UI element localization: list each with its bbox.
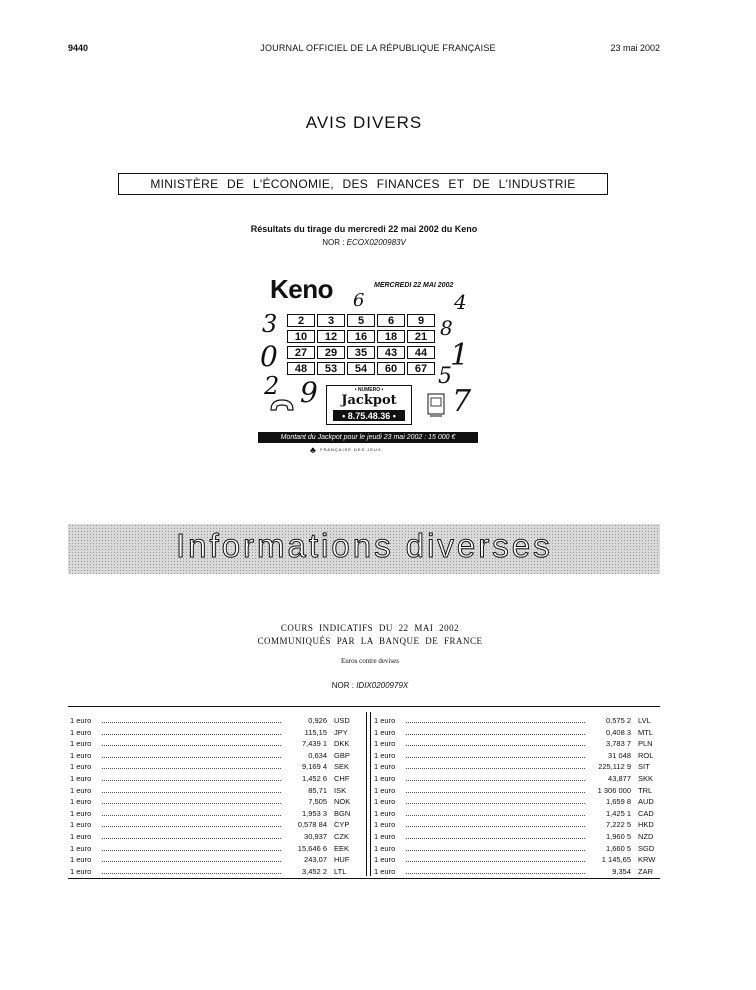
rate-unit: 1 euro xyxy=(374,855,396,865)
keno-number-grid xyxy=(287,314,437,375)
keno-number-cell: 35 xyxy=(347,346,375,359)
leader-dots xyxy=(102,850,281,851)
ministry-label: MINISTÈRE DE L'ÉCONOMIE, DES FINANCES ET DE L'INDUSTRIE xyxy=(150,177,576,191)
leader-dots xyxy=(102,745,281,746)
rate-unit: 1 euro xyxy=(70,785,92,795)
rate-unit: 1 euro xyxy=(374,808,396,818)
leader-dots xyxy=(406,780,585,781)
jackpot-amount-banner: Montant du Jackpot pour le jeudi 23 mai 2002 : 15 000 € xyxy=(258,432,478,443)
keno-number-cell: 67 xyxy=(407,362,435,375)
rates-table-right xyxy=(374,716,666,878)
rate-value: 1,953 3 xyxy=(301,808,327,818)
keno-nor xyxy=(0,238,728,247)
keno-number-cell: 6 xyxy=(377,314,405,327)
rate-value: 1 145,65 xyxy=(601,855,631,865)
keno-number-cell: 53 xyxy=(317,362,345,375)
keno-ticket-image xyxy=(258,268,478,458)
table-row xyxy=(374,820,666,832)
currency-code: PLN xyxy=(638,739,653,749)
rate-unit: 1 euro xyxy=(70,750,92,760)
rate-unit: 1 euro xyxy=(70,820,92,830)
column-separator xyxy=(366,712,371,876)
leader-dots xyxy=(406,873,585,874)
jackpot-label: • NUMERO • xyxy=(354,387,384,393)
terminal-icon xyxy=(426,392,446,418)
rate-unit: 1 euro xyxy=(70,716,92,725)
rate-unit: 1 euro xyxy=(374,762,396,772)
table-bottom-rule xyxy=(68,878,660,879)
rates-table-left xyxy=(70,716,362,878)
table-row xyxy=(374,844,666,856)
rate-unit: 1 euro xyxy=(374,773,396,783)
table-row xyxy=(70,867,362,879)
leader-dots xyxy=(406,734,585,735)
rate-value: 7,439 1 xyxy=(301,739,327,749)
leader-dots xyxy=(102,768,281,769)
cours-subtitle: Euros contre devises xyxy=(341,657,399,665)
handwritten-mark: 6 xyxy=(353,290,365,311)
keno-number-cell: 54 xyxy=(347,362,375,375)
table-row xyxy=(374,809,666,821)
leader-dots xyxy=(102,722,281,723)
currency-code: NZD xyxy=(638,831,654,841)
keno-number-cell: 48 xyxy=(287,362,315,375)
rate-value: 1,425 1 xyxy=(605,808,631,818)
leader-dots xyxy=(406,722,585,723)
phone-icon xyxy=(268,396,296,416)
rate-unit: 1 euro xyxy=(70,855,92,865)
rate-value: 43,877 xyxy=(608,773,631,783)
table-top-rule xyxy=(68,706,660,707)
rate-unit: 1 euro xyxy=(374,750,396,760)
rate-value: 0,575 2 xyxy=(605,716,631,725)
rate-value: 3,783 7 xyxy=(605,739,631,749)
keno-number-cell: 21 xyxy=(407,330,435,343)
currency-code: CYP xyxy=(334,820,350,830)
keno-number-cell: 18 xyxy=(377,330,405,343)
rate-value: 85,71 xyxy=(308,785,327,795)
leader-dots xyxy=(102,780,281,781)
rate-unit: 1 euro xyxy=(374,785,396,795)
currency-code: AUD xyxy=(638,797,654,807)
currency-code: ZAR xyxy=(638,866,653,876)
handwritten-mark: 4 xyxy=(454,290,467,314)
handwritten-mark: 2 xyxy=(264,372,280,400)
leader-dots xyxy=(102,792,281,793)
section-title: AVIS DIVERS xyxy=(305,113,423,132)
leader-dots xyxy=(102,803,281,804)
rate-unit: 1 euro xyxy=(70,797,92,807)
table-row xyxy=(70,751,362,763)
table-row xyxy=(374,832,666,844)
handwritten-mark: 9 xyxy=(300,376,318,409)
cours-nor xyxy=(0,681,740,690)
keno-nor-code: ECOX0200983V xyxy=(346,238,406,247)
rate-value: 0,408 3 xyxy=(605,727,631,737)
currency-code: SIT xyxy=(638,762,650,772)
leader-dots xyxy=(406,815,585,816)
rate-value: 0,634 xyxy=(308,750,327,760)
rate-value: 7,505 xyxy=(308,797,327,807)
rate-unit: 1 euro xyxy=(374,716,396,725)
rate-value: 1,660 5 xyxy=(605,843,631,853)
currency-code: HUF xyxy=(334,855,350,865)
currency-code: NOK xyxy=(334,797,351,807)
rate-unit: 1 euro xyxy=(70,808,92,818)
table-row xyxy=(374,786,666,798)
cours-nor-label: NOR : xyxy=(331,681,354,690)
currency-code: SEK xyxy=(334,762,350,772)
rate-unit: 1 euro xyxy=(70,727,92,737)
leader-dots xyxy=(102,757,281,758)
rate-value: 225,112 9 xyxy=(598,762,631,772)
leader-dots xyxy=(406,850,585,851)
handwritten-mark: 7 xyxy=(452,384,472,419)
leader-dots xyxy=(406,838,585,839)
keno-number-cell: 12 xyxy=(317,330,345,343)
rate-unit: 1 euro xyxy=(70,866,92,876)
journal-title: JOURNAL OFFICIEL DE LA RÉPUBLIQUE FRANÇAISE xyxy=(260,43,496,53)
table-row xyxy=(70,774,362,786)
rate-value: 9,169 4 xyxy=(301,762,327,772)
rate-unit: 1 euro xyxy=(70,762,92,772)
leader-dots xyxy=(406,768,585,769)
table-row xyxy=(374,774,666,786)
rate-unit: 1 euro xyxy=(70,843,92,853)
table-row xyxy=(70,844,362,856)
currency-code: LTL xyxy=(334,866,347,876)
rate-value: 243,07 xyxy=(304,855,327,865)
rate-value: 115,15 xyxy=(304,727,327,737)
table-row xyxy=(70,728,362,740)
leader-dots xyxy=(406,757,585,758)
keno-results-heading: Résultats du tirage du mercredi 22 mai 2002 du Keno xyxy=(250,224,478,234)
rate-unit: 1 euro xyxy=(374,820,396,830)
leader-dots xyxy=(406,803,585,804)
currency-code: JPY xyxy=(334,727,348,737)
rate-value: 0,578 84 xyxy=(297,820,327,830)
page-number: 9440 xyxy=(68,43,89,53)
cours-nor-code: IDIX0200979X xyxy=(356,681,409,690)
cours-title-line2: COMMUNIQUÉS PAR LA BANQUE DE FRANCE xyxy=(257,636,483,646)
table-row xyxy=(70,855,362,867)
handwritten-mark: 3 xyxy=(262,310,278,338)
jackpot-number: • 8.75.48.36 • xyxy=(333,410,405,421)
table-row xyxy=(70,762,362,774)
table-row xyxy=(374,867,666,879)
keno-number-cell: 2 xyxy=(287,314,315,327)
currency-code: BGN xyxy=(334,808,351,818)
currency-code: TRL xyxy=(638,785,653,795)
keno-number-cell: 3 xyxy=(317,314,345,327)
table-row xyxy=(70,716,362,728)
currency-code: LVL xyxy=(638,716,651,725)
jackpot-box xyxy=(326,385,412,425)
rate-unit: 1 euro xyxy=(374,797,396,807)
currency-code: MTL xyxy=(638,727,653,737)
rate-value: 1,452 6 xyxy=(301,773,327,783)
rate-unit: 1 euro xyxy=(374,727,396,737)
currency-code: HKD xyxy=(638,820,654,830)
currency-code: GBP xyxy=(334,750,350,760)
keno-number-cell: 9 xyxy=(407,314,435,327)
currency-code: EEK xyxy=(334,843,350,853)
rate-value: 31 048 xyxy=(608,750,631,760)
rate-value: 1 306 000 xyxy=(597,785,631,795)
page-date: 23 mai 2002 xyxy=(610,43,660,53)
rate-unit: 1 euro xyxy=(70,739,92,749)
keno-logo: Keno xyxy=(270,274,333,304)
keno-ticket-date: MERCREDI 22 MAI 2002 xyxy=(374,282,454,289)
handwritten-mark: 1 xyxy=(450,338,470,373)
table-row xyxy=(374,716,666,728)
leader-dots xyxy=(102,873,281,874)
leader-dots xyxy=(406,826,585,827)
rate-value: 30,937 xyxy=(304,831,327,841)
rate-unit: 1 euro xyxy=(374,739,396,749)
keno-number-cell: 43 xyxy=(377,346,405,359)
currency-code: SKK xyxy=(638,773,654,783)
table-row xyxy=(374,739,666,751)
currency-code: ROL xyxy=(638,750,654,760)
rate-value: 15,646 6 xyxy=(297,843,327,853)
table-row xyxy=(70,832,362,844)
handwritten-mark: 8 xyxy=(440,316,453,340)
leader-dots xyxy=(102,826,281,827)
leader-dots xyxy=(102,734,281,735)
keno-number-cell: 60 xyxy=(377,362,405,375)
leader-dots xyxy=(102,815,281,816)
currency-code: DKK xyxy=(334,739,350,749)
keno-number-cell: 29 xyxy=(317,346,345,359)
currency-code: CZK xyxy=(334,831,349,841)
currency-code: CHF xyxy=(334,773,350,783)
rate-unit: 1 euro xyxy=(374,831,396,841)
leader-dots xyxy=(406,792,585,793)
rate-unit: 1 euro xyxy=(70,831,92,841)
cours-title-line1: COURS INDICATIFS DU 22 MAI 2002 xyxy=(280,623,460,633)
table-row xyxy=(374,751,666,763)
keno-nor-label: NOR : xyxy=(322,238,345,247)
table-row xyxy=(70,809,362,821)
table-row xyxy=(374,855,666,867)
handwritten-mark: 5 xyxy=(438,364,452,389)
leader-dots xyxy=(406,745,585,746)
fdj-footer: FRANÇAISE DES JEUX xyxy=(320,447,382,452)
rate-unit: 1 euro xyxy=(70,773,92,783)
clover-icon: ♣ xyxy=(310,445,316,455)
rate-value: 7,222 5 xyxy=(605,820,631,830)
keno-number-cell: 16 xyxy=(347,330,375,343)
table-row xyxy=(70,797,362,809)
currency-code: SGD xyxy=(638,843,655,853)
jackpot-word: Jackpot xyxy=(341,393,397,408)
keno-number-cell: 10 xyxy=(287,330,315,343)
currency-code: CAD xyxy=(638,808,654,818)
leader-dots xyxy=(406,861,585,862)
ministry-heading xyxy=(118,173,608,195)
rate-value: 1,960 5 xyxy=(605,831,631,841)
rate-value: 1,659 8 xyxy=(605,797,631,807)
keno-number-cell: 44 xyxy=(407,346,435,359)
currency-code: USD xyxy=(334,716,350,725)
currency-code: KRW xyxy=(638,855,656,865)
keno-number-cell: 27 xyxy=(287,346,315,359)
table-row xyxy=(70,786,362,798)
rate-value: 3,452 2 xyxy=(301,866,327,876)
handwritten-mark: 0 xyxy=(260,340,278,373)
table-row xyxy=(374,797,666,809)
table-row xyxy=(374,728,666,740)
rate-value: 0,926 xyxy=(308,716,327,725)
table-row xyxy=(70,739,362,751)
leader-dots xyxy=(102,838,281,839)
rate-unit: 1 euro xyxy=(374,866,396,876)
info-banner-title: Informations diverses xyxy=(176,527,553,564)
currency-code: ISK xyxy=(334,785,347,795)
table-row xyxy=(70,820,362,832)
table-row xyxy=(374,762,666,774)
keno-number-cell: 5 xyxy=(347,314,375,327)
rate-value: 9,354 xyxy=(612,866,631,876)
leader-dots xyxy=(102,861,281,862)
rate-unit: 1 euro xyxy=(374,843,396,853)
